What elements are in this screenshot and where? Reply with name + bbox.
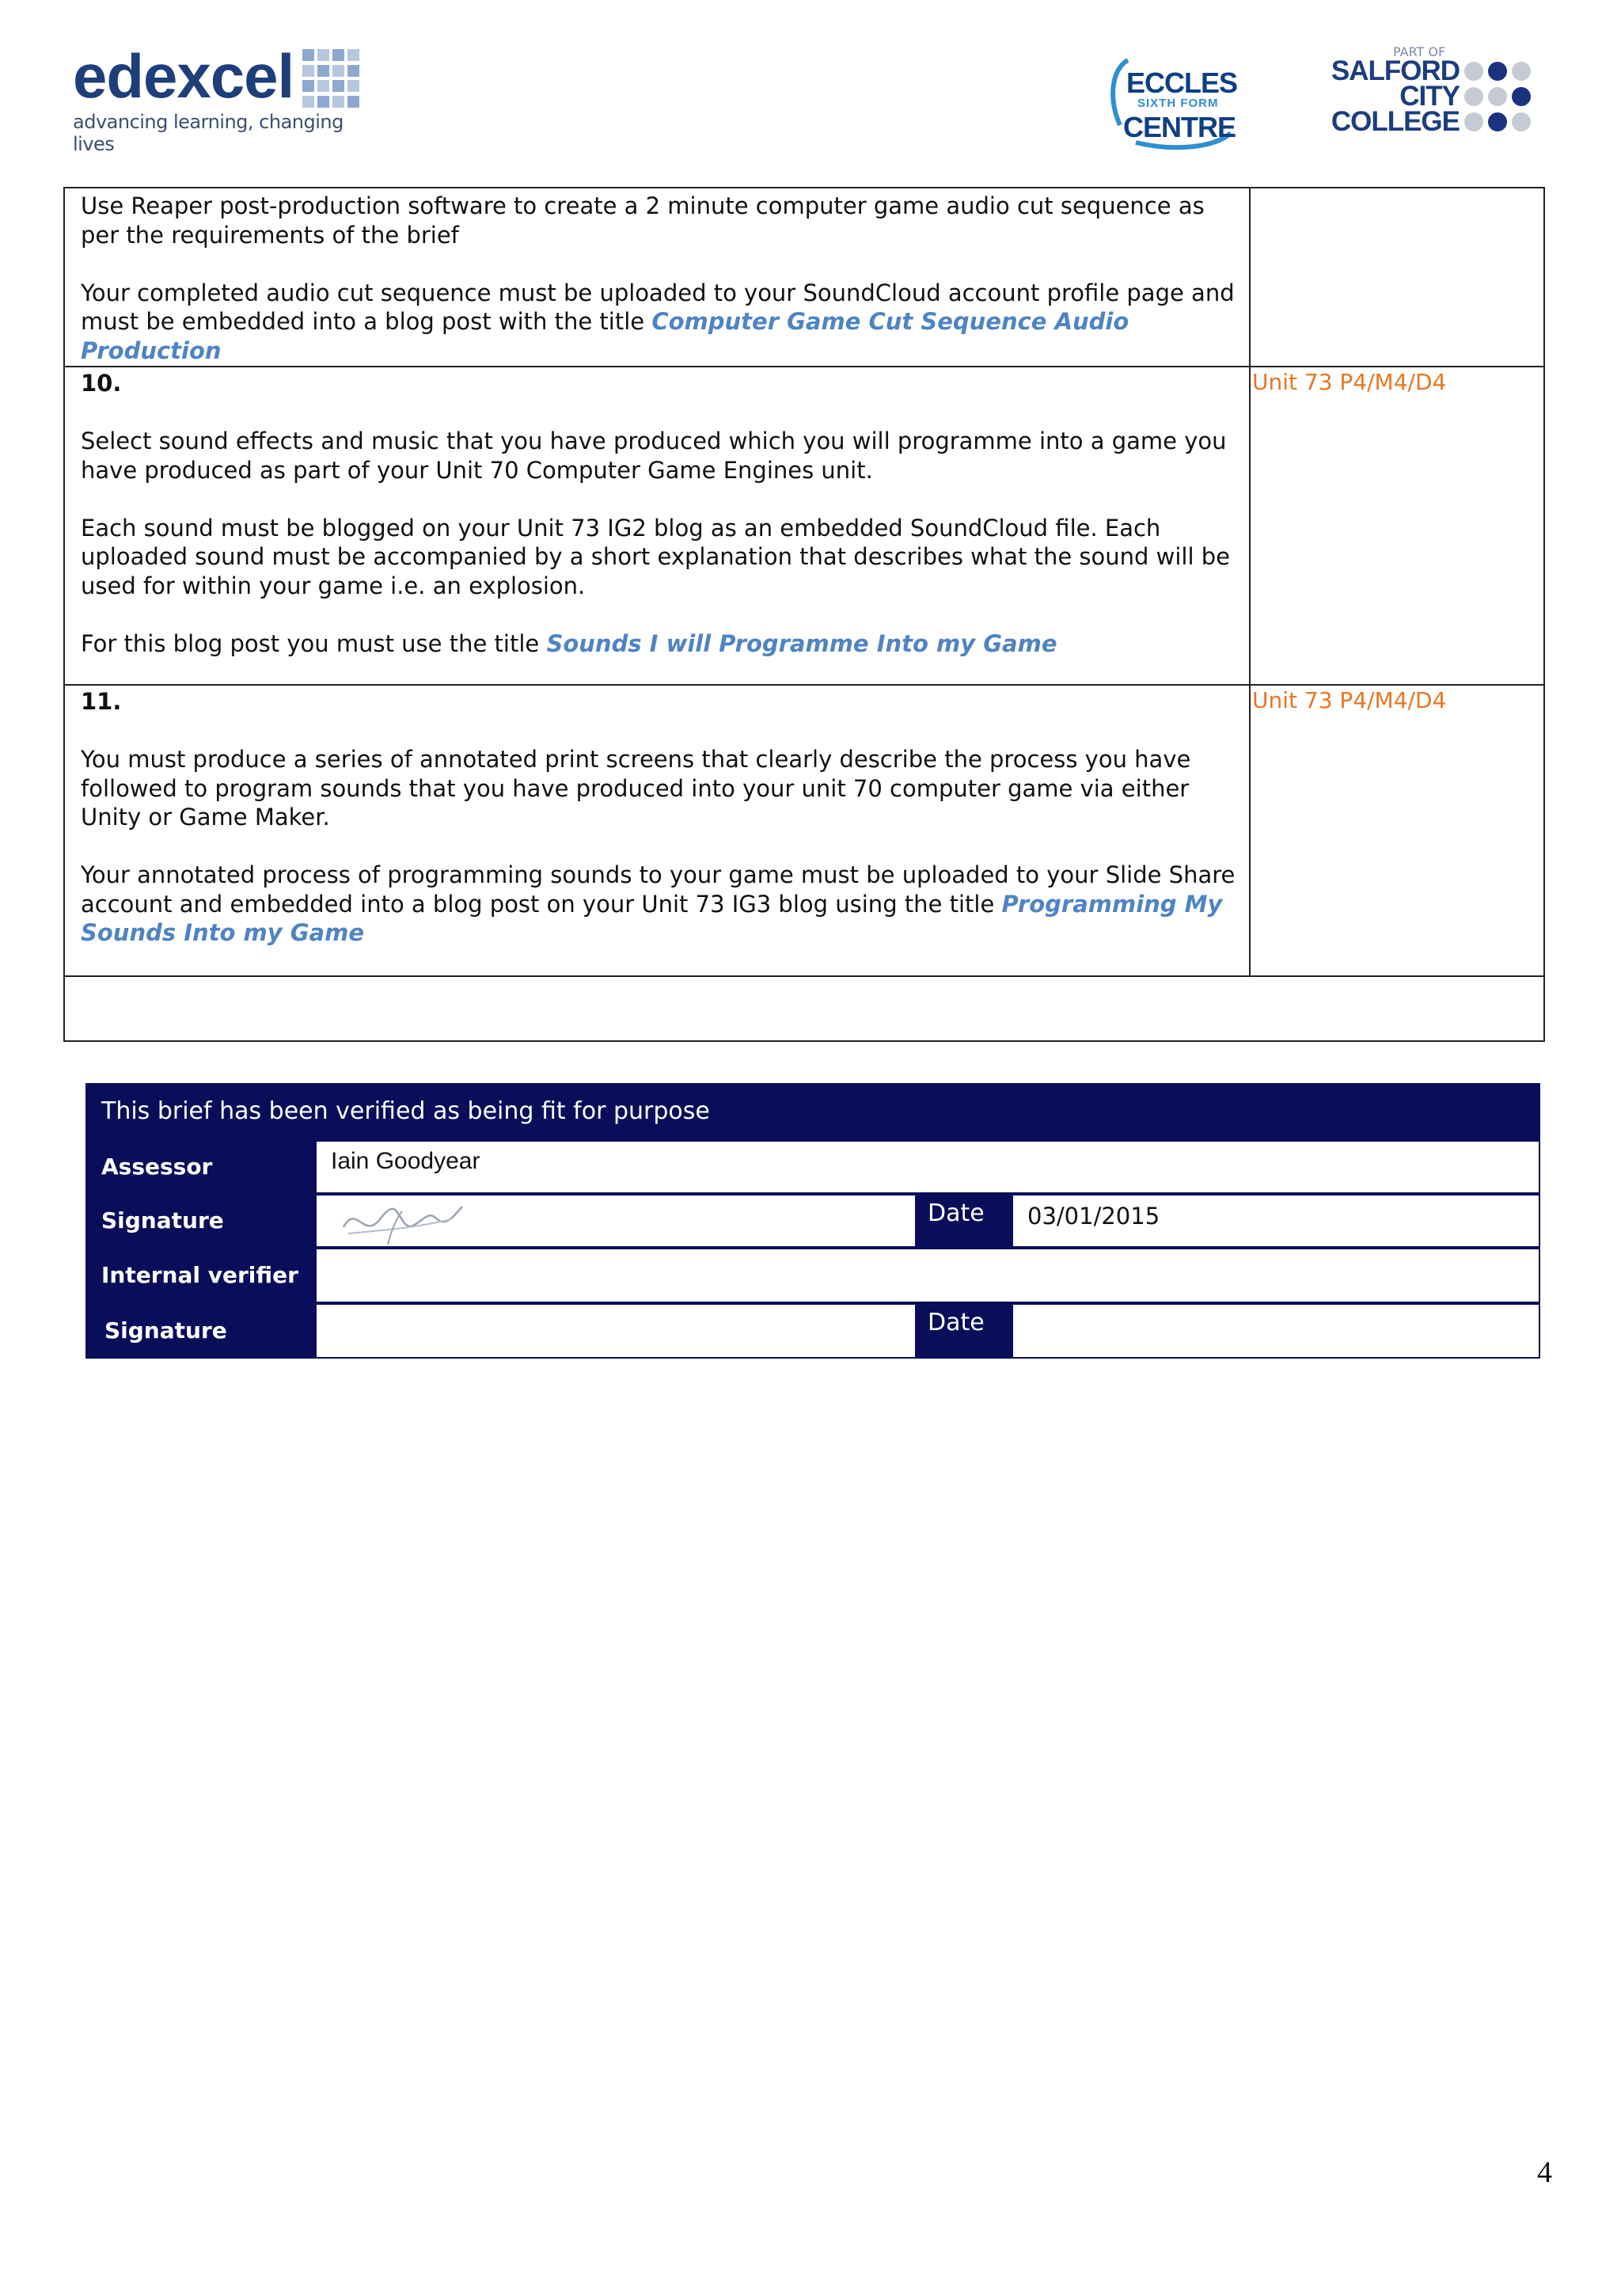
- row-divider: [65, 975, 1543, 977]
- unit-criteria-ref: Unit 73 P4/M4/D4: [1252, 687, 1447, 713]
- salford-line2: CITY: [1399, 81, 1460, 112]
- salford-dots-icon: [1464, 62, 1536, 138]
- edexcel-tagline: advancing learning, changing lives: [73, 111, 344, 155]
- internal-verifier-label: Internal verifier: [85, 1248, 315, 1303]
- task-paragraph: Use Reaper post-production software to create a 2 minute computer game audio cut sequence as per the requirements of the brief: [81, 192, 1205, 249]
- edexcel-grid-icon: [302, 49, 361, 108]
- task-paragraph: You must produce a series of annotated print screens that clearly describe the process you have followed to program sounds that you have produced into your unit 70 computer game via either Unity or Game Maker.: [81, 746, 1191, 831]
- task-paragraph: Your annotated process of programming sounds to your game must be uploaded to your Slide Share account and embedded into a blog post on your Unit 73 IG3 blog using the title Programming My Sounds Into my Game: [81, 861, 1236, 946]
- internal-verifier-field[interactable]: [315, 1248, 1540, 1303]
- eccles-sixth-form-logo: [1104, 54, 1239, 153]
- signature-field[interactable]: [315, 1194, 1000, 1248]
- date2-field[interactable]: [1012, 1303, 1540, 1359]
- row-divider: [65, 366, 1543, 367]
- eccles-line3: CENTRE: [1123, 111, 1236, 143]
- task-row-11: [81, 687, 1236, 948]
- eccles-line1: ECCLES: [1126, 67, 1238, 99]
- task-number: 10.: [81, 370, 122, 397]
- edexcel-wordmark: edexcel: [73, 41, 294, 111]
- blog-title: Computer Game Cut Sequence Audio Production: [81, 308, 1129, 364]
- salford-part-of: PART OF: [1393, 44, 1446, 59]
- signature-scribble-icon: [332, 1196, 467, 1248]
- task-paragraph: Your completed audio cut sequence must be uploaded to your SoundCloud account profile page and must be embedded into a blog post with the title Computer Game Cut Sequence Audio Production: [81, 279, 1235, 364]
- edexcel-logo: [73, 41, 366, 155]
- task-table: [63, 187, 1545, 1042]
- verification-table: [85, 1083, 1540, 1359]
- task-paragraph: Each sound must be blogged on your Unit 73 IG2 blog as an embedded SoundCloud file. Each uploaded sound must be accompanied by a short explanation that describes what the sound will be used for within your game i.e. an explosion.: [81, 514, 1231, 599]
- assessor-label: Assessor: [85, 1140, 315, 1194]
- blog-title: Sounds I will Programme Into my Game: [546, 629, 1057, 657]
- salford-line3: COLLEGE: [1331, 106, 1460, 137]
- blog-title: Programming My Sounds Into my Game: [81, 890, 1223, 946]
- eccles-line2: SIXTH FORM: [1137, 97, 1219, 110]
- verification-heading: This brief has been verified as being fit for purpose: [85, 1083, 1540, 1140]
- task-row-10: [81, 369, 1236, 658]
- signature2-field[interactable]: [315, 1303, 1000, 1359]
- unit-criteria-ref: Unit 73 P4/M4/D4: [1252, 369, 1447, 395]
- column-divider: [1249, 188, 1251, 975]
- salford-line1: SALFORD: [1331, 55, 1460, 86]
- task-row-audio-cut-sequence: [81, 192, 1236, 365]
- signature-label: Signature: [85, 1194, 315, 1248]
- task-paragraph: For this blog post you must use the title Sounds I will Programme Into my Game: [81, 629, 1057, 657]
- salford-city-college-logo: [1330, 44, 1536, 143]
- task-number: 11.: [81, 688, 122, 715]
- assessor-field[interactable]: Iain Goodyear: [315, 1140, 1540, 1194]
- task-paragraph: Select sound effects and music that you have produced which you will programme into a game you have produced as part of your Unit 70 Computer Game Engines unit.: [81, 428, 1227, 484]
- row-divider: [65, 684, 1543, 686]
- date-label: Date: [915, 1194, 1012, 1248]
- signature2-label: Signature: [85, 1303, 315, 1359]
- date2-label: Date: [915, 1303, 1012, 1359]
- date-field[interactable]: 03/01/2015: [1012, 1194, 1540, 1248]
- page-number: 4: [1537, 2156, 1552, 2189]
